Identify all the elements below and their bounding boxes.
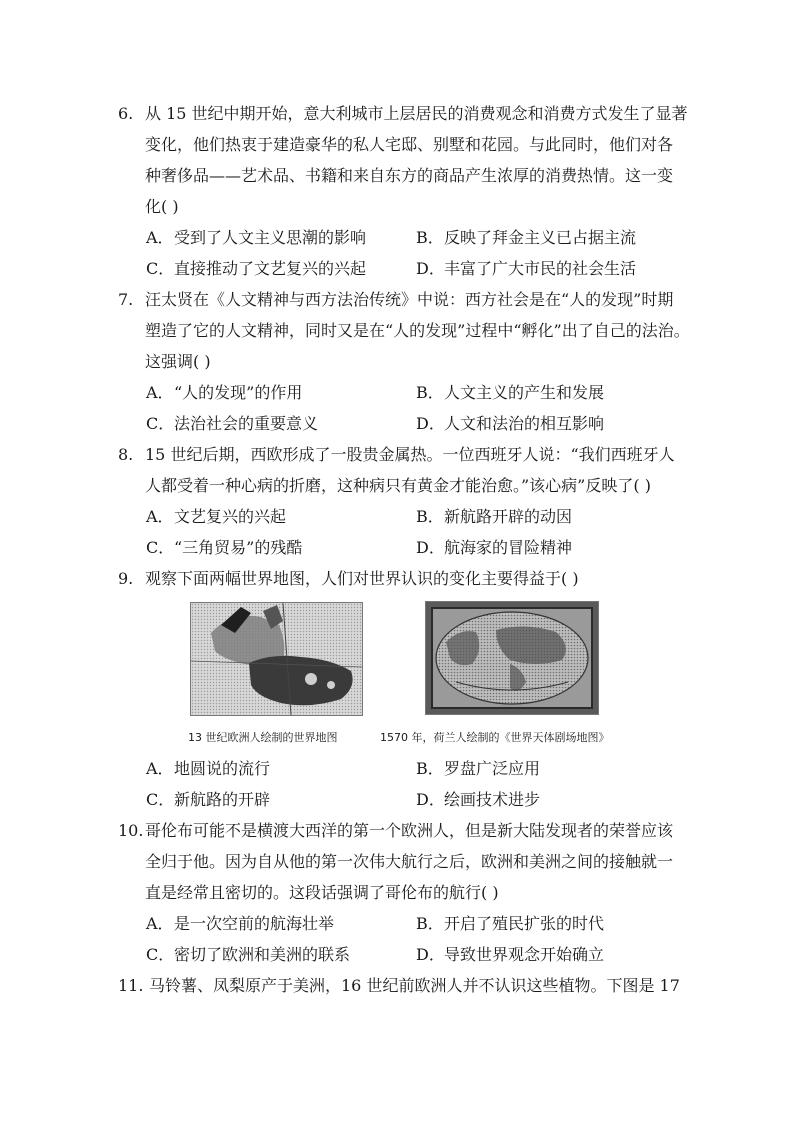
options-q8 bbox=[146, 501, 686, 563]
options-q6 bbox=[146, 222, 686, 284]
stem-line: 变化，他们热衷于建造豪华的私人宅邸、别墅和花园。与此同时，他们对各 bbox=[145, 135, 674, 154]
stem-line: 化( ) bbox=[145, 197, 179, 216]
option-b[interactable]: B．反映了拜金主义已占据主流 bbox=[416, 228, 637, 247]
options-q7 bbox=[146, 377, 686, 439]
option-d[interactable]: D．人文和法治的相互影响 bbox=[416, 414, 605, 433]
question-number: 9. bbox=[118, 569, 134, 588]
question-6 bbox=[118, 98, 688, 222]
question-stem bbox=[118, 439, 678, 501]
stem-line: 从 15 世纪中期开始，意大利城市上层居民的消费观念和消费方式发生了显著 bbox=[145, 104, 688, 123]
option-a[interactable]: A．受到了人文主义思潮的影响 bbox=[146, 228, 367, 247]
map-caption-right: 1570 年，荷兰人绘制的《世界天体剧场地图》 bbox=[380, 731, 610, 744]
stem-line: 全归于他。因为自从他的第一次伟大航行之后，欧洲和美洲之间的接触就一 bbox=[145, 852, 674, 871]
ortelius-world-map-image bbox=[425, 601, 599, 715]
option-d[interactable]: D．导致世界观念开始确立 bbox=[416, 945, 605, 964]
ortelius-map-drawing bbox=[426, 602, 598, 714]
medieval-world-map-image bbox=[190, 602, 363, 716]
option-c[interactable]: C．法治社会的重要意义 bbox=[146, 414, 319, 433]
stem-line: 15 世纪后期，西欧形成了一股贵金属热。一位西班牙人说：“我们西班牙人 bbox=[145, 445, 675, 464]
question-10 bbox=[118, 815, 678, 908]
option-c[interactable]: C．直接推动了文艺复兴的兴起 bbox=[146, 259, 367, 278]
question-11 bbox=[118, 970, 678, 1001]
stem-line: 直是经常且密切的。这段话强调了哥伦布的航行( ) bbox=[145, 883, 499, 902]
question-9 bbox=[118, 563, 678, 594]
stem-line: 汪太贤在《人文精神与西方法治传统》中说：西方社会是在“人的发现”时期 bbox=[145, 290, 674, 309]
option-d[interactable]: D．航海家的冒险精神 bbox=[416, 538, 573, 557]
stem-line: 哥伦布可能不是横渡大西洋的第一个欧洲人，但是新大陆发现者的荣誉应该 bbox=[145, 821, 674, 840]
question-stem bbox=[118, 98, 688, 222]
option-b[interactable]: B．人文主义的产生和发展 bbox=[416, 383, 605, 402]
question-number: 6. bbox=[118, 104, 134, 123]
question-7 bbox=[118, 284, 690, 377]
option-b[interactable]: B．新航路开辟的动因 bbox=[416, 507, 573, 526]
option-c[interactable]: C．密切了欧洲和美洲的联系 bbox=[146, 945, 351, 964]
stem-line: 人都受着一种心病的折磨，这种病只有黄金才能治愈。”该心病”反映了( ) bbox=[145, 476, 651, 495]
option-c[interactable]: C．新航路的开辟 bbox=[146, 790, 271, 809]
option-b[interactable]: B．罗盘广泛应用 bbox=[416, 759, 541, 778]
option-d[interactable]: D．丰富了广大市民的社会生活 bbox=[416, 259, 637, 278]
option-a[interactable]: A．文艺复兴的兴起 bbox=[146, 507, 287, 526]
question-number: 11. bbox=[118, 976, 144, 995]
option-d[interactable]: D．绘画技术进步 bbox=[416, 790, 541, 809]
stem-line: 观察下面两幅世界地图，人们对世界认识的变化主要得益于( ) bbox=[145, 569, 579, 588]
stem-line: 马铃薯、凤梨原产于美洲，16 世纪前欧洲人并不认识这些植物。下图是 17 bbox=[149, 976, 680, 995]
stem-line: 塑造了它的人文精神，同时又是在“人的发现”过程中“孵化”出了自己的法治。 bbox=[145, 321, 690, 340]
question-stem bbox=[118, 970, 678, 1001]
option-a[interactable]: A．地圆说的流行 bbox=[146, 759, 271, 778]
question-stem bbox=[118, 815, 678, 908]
option-b[interactable]: B．开启了殖民扩张的时代 bbox=[416, 914, 605, 933]
options-q9 bbox=[146, 753, 686, 815]
map-caption-left: 13 世纪欧洲人绘制的世界地图 bbox=[188, 731, 338, 744]
option-a[interactable]: A．“人的发现”的作用 bbox=[146, 383, 303, 402]
question-stem bbox=[118, 284, 690, 377]
question-number: 8. bbox=[118, 445, 134, 464]
stem-line: 种奢侈品——艺术品、书籍和来自东方的商品产生浓厚的消费热情。这一变 bbox=[145, 166, 674, 185]
option-a[interactable]: A．是一次空前的航海壮举 bbox=[146, 914, 335, 933]
question-number: 10. bbox=[118, 821, 144, 840]
option-c[interactable]: C．“三角贸易”的残酷 bbox=[146, 538, 303, 557]
question-number: 7. bbox=[118, 290, 134, 309]
medieval-map-drawing bbox=[191, 603, 362, 715]
options-q10 bbox=[146, 908, 686, 970]
stem-line: 这强调( ) bbox=[145, 352, 211, 371]
question-8 bbox=[118, 439, 678, 501]
question-stem bbox=[118, 563, 678, 594]
